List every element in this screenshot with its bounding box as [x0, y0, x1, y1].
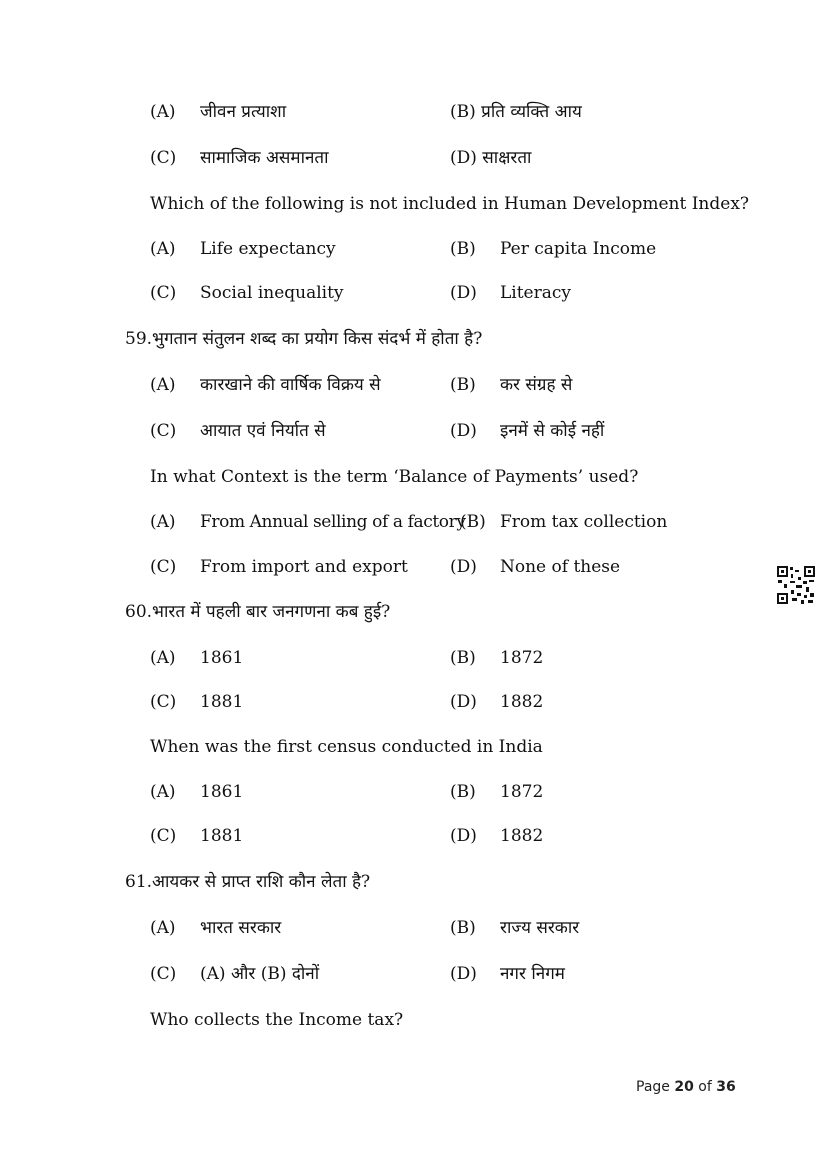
page-word: Page [636, 1079, 670, 1095]
option-text: 1882 [500, 826, 544, 846]
option-row [0, 418, 827, 444]
option-row [0, 689, 827, 715]
of-word: of [698, 1079, 712, 1095]
question-translation [0, 734, 827, 760]
option-row [0, 823, 827, 849]
option-row [0, 280, 827, 306]
question-text: 59.भुगतान संतुलन शब्द का प्रयोग किस संदर्भ में होता है? [125, 329, 483, 349]
option-label: (A) [150, 239, 176, 259]
option-label: (A) [150, 512, 176, 532]
option-label: (D) [450, 964, 477, 984]
option-label: (C) [150, 557, 177, 577]
option-text: 1872 [500, 782, 544, 802]
option-text: 1861 [200, 782, 244, 802]
question-60 [0, 599, 827, 625]
option-label: (B) [460, 512, 486, 532]
option-text: Per capita Income [500, 239, 657, 259]
question-translation [0, 191, 827, 217]
option-text: (A) और (B) दोनों [200, 964, 320, 984]
option-label: (A) [150, 918, 176, 938]
option-label: (A) [150, 375, 176, 395]
option-label: (D) [450, 557, 477, 577]
option-row [0, 372, 827, 398]
total-pages: 36 [716, 1079, 736, 1095]
option-text: भारत सरकार [200, 918, 282, 938]
question-text: In what Context is the term ‘Balance of Payments’ used? [150, 467, 639, 487]
question-text: When was the first census conducted in India [150, 737, 543, 757]
option-row [0, 554, 827, 580]
option-combined: (B) प्रति व्यक्ति आय [450, 102, 582, 122]
option-row [0, 509, 827, 535]
question-61 [0, 869, 827, 895]
option-label: (A) [150, 102, 176, 122]
option-label: (C) [150, 964, 177, 984]
option-label: (B) [450, 782, 476, 802]
option-label: (C) [150, 421, 177, 441]
option-label: (C) [150, 826, 177, 846]
option-label: (B) [450, 239, 476, 259]
option-label: (D) [450, 283, 477, 303]
option-text: None of these [500, 557, 621, 577]
option-text: 1872 [500, 648, 544, 668]
option-label: (D) [450, 692, 477, 712]
option-label: (B) [450, 375, 476, 395]
option-text: From tax collection [500, 512, 668, 532]
question-translation [0, 1007, 827, 1033]
page-number [636, 1079, 736, 1095]
option-text: नगर निगम [500, 964, 565, 984]
question-text: 60.भारत में पहली बार जनगणना कब हुई? [125, 602, 391, 622]
question-text: 61.आयकर से प्राप्त राशि कौन लेता है? [125, 872, 371, 892]
option-row [0, 236, 827, 262]
option-row [0, 915, 827, 941]
option-text: From Annual selling of a factory [200, 512, 466, 532]
option-label: (B) [450, 918, 476, 938]
current-page: 20 [674, 1079, 694, 1095]
option-text: 1881 [200, 692, 244, 712]
option-text: 1881 [200, 826, 244, 846]
option-text: कर संग्रह से [500, 375, 573, 395]
option-text: जीवन प्रत्याशा [200, 102, 287, 122]
option-label: (A) [150, 782, 176, 802]
option-label: (B) [450, 648, 476, 668]
option-label: (A) [150, 648, 176, 668]
option-text: Social inequality [200, 283, 344, 303]
qr-code-icon [776, 565, 816, 605]
option-row [0, 645, 827, 671]
question-text: Which of the following is not included in Human Development Index? [150, 194, 750, 214]
question-text: Who collects the Income tax? [150, 1010, 404, 1030]
option-text: 1861 [200, 648, 244, 668]
option-label: (C) [150, 148, 177, 168]
option-text: 1882 [500, 692, 544, 712]
option-text: From import and export [200, 557, 408, 577]
option-row [0, 961, 827, 987]
option-label: (C) [150, 283, 177, 303]
option-row [0, 779, 827, 805]
option-text: कारखाने की वार्षिक विक्रय से [200, 375, 381, 395]
option-label: (D) [450, 826, 477, 846]
option-text: सामाजिक असमानता [200, 148, 329, 168]
option-text: राज्य सरकार [500, 918, 580, 938]
option-label: (D) [450, 421, 477, 441]
option-combined: (D) साक्षरता [450, 148, 532, 168]
option-row [0, 145, 827, 171]
option-text: Literacy [500, 283, 572, 303]
option-text: आयात एवं निर्यात से [200, 421, 326, 441]
option-label: (C) [150, 692, 177, 712]
question-translation [0, 464, 827, 490]
option-row [0, 99, 827, 125]
option-text: Life expectancy [200, 239, 336, 259]
question-59 [0, 326, 827, 352]
option-text: इनमें से कोई नहीं [500, 421, 605, 441]
